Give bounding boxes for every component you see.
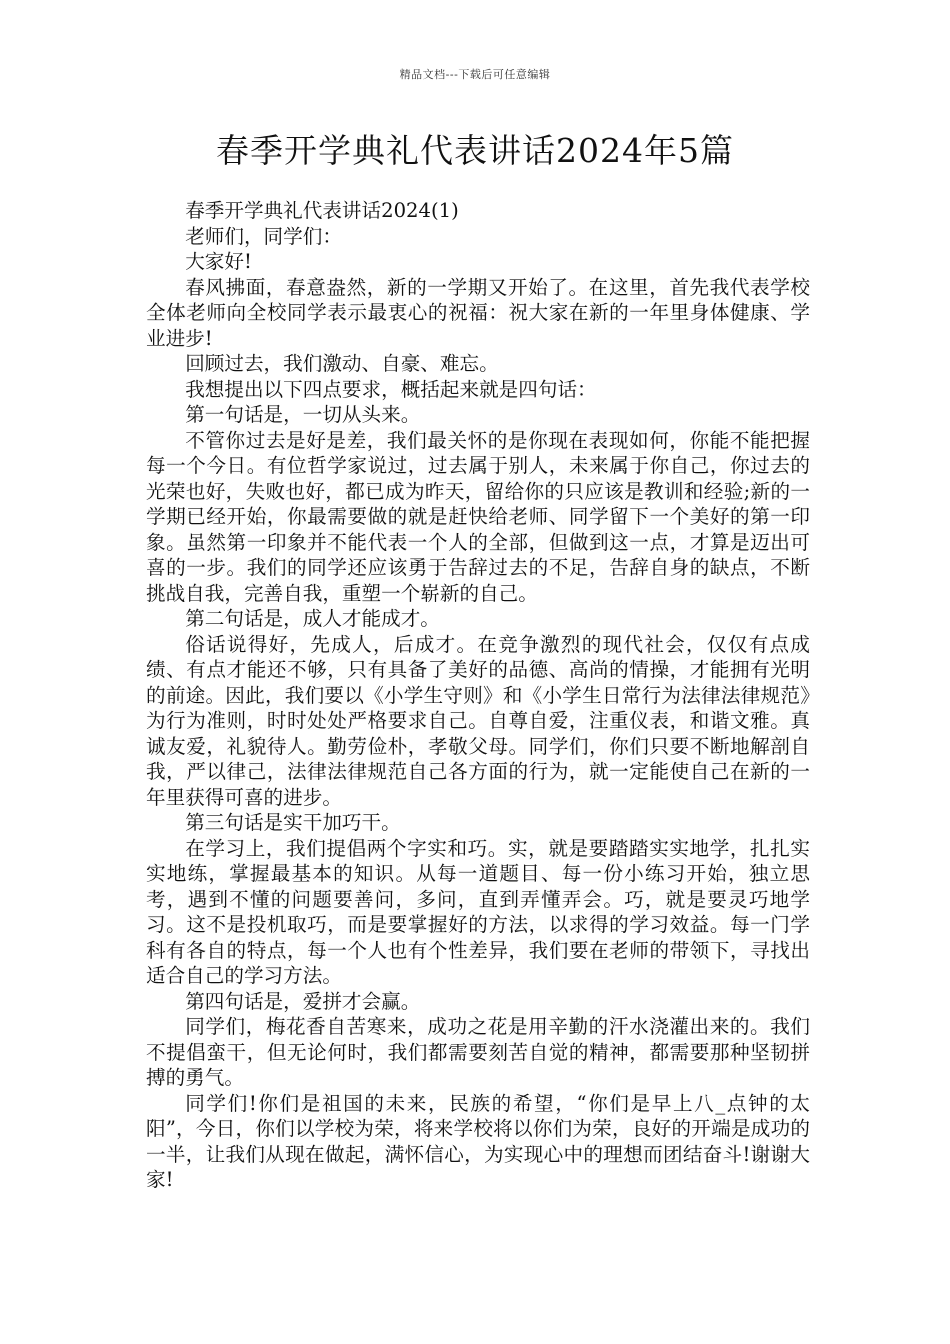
paragraph: 同学们，梅花香自苦寒来，成功之花是用辛勤的汗水浇灌出来的。我们不提倡蛮干，但无论何时，我们都需要刻苦自觉的精神，都需要那种坚韧拼搏的勇气。: [146, 1015, 810, 1089]
point-heading-2: 第二句话是，成人才能成才。: [185, 607, 440, 630]
speech-heading: 春季开学典礼代表讲话2024(1): [185, 199, 459, 222]
paragraph: 春风拂面，春意盎然，新的一学期又开始了。在这里，首先我代表学校全体老师向全校同学表示最衷心的祝福：祝大家在新的一年里身体健康、学业进步!: [146, 275, 810, 350]
point-heading-3: 第三句话是实干加巧干。: [185, 811, 401, 834]
document-title: 春季开学典礼代表讲话2024年5篇: [216, 131, 734, 170]
document-body: [146, 198, 810, 1193]
header-note: 精品文档---下载后可任意编辑: [399, 68, 551, 81]
paragraph: 不管你过去是好是差，我们最关怀的是你现在表现如何，你能不能把握每一个今日。有位哲学家说过，过去属于别人，未来属于你自己，你过去的光荣也好，失败也好，都已成为昨天，留给你的只应该是教训和经验;新的一学期已经开始，你最需要做的就是赶快给老师、同学留下一个美好的第一印象。虽然第一印象并不能代表一个人的全部，但做到这一点，才算是迈出可喜的一步。我们的同学还应该勇于告辞过去的不足，告辞自身的缺点，不断挑战自我，完善自我，重塑一个崭新的自己。: [146, 428, 810, 605]
paragraph: 俗话说得好，先成人，后成才。在竞争激烈的现代社会，仅仅有点成绩、有点才能还不够，只有具备了美好的品德、高尚的情操，才能拥有光明的前途。因此，我们要以《小学生守则》和《小学生日常行为法律法律规范》为行为准则，时时处处严格要求自己。自尊自爱，注重仪表，和谐文雅。真诚友爱，礼貌待人。勤劳俭朴，孝敬父母。同学们，你们只要不断地解剖自我，严以律己，法律法律规范自己各方面的行为，就一定能使自己在新的一年里获得可喜的进步。: [146, 632, 810, 809]
salutation: 老师们，同学们：: [185, 224, 342, 248]
point-heading-4: 第四句话是，爱拼才会赢。: [185, 989, 421, 1013]
paragraph: 回顾过去，我们激动、自豪、难忘。: [185, 352, 499, 375]
point-heading-1: 第一句话是，一切从头来。: [185, 403, 421, 426]
paragraph: 在学习上，我们提倡两个字实和巧。实，就是要踏踏实实地学，扎扎实实地练，掌握最基本的知识。从每一道题目、每一份小练习开始，独立思考，遇到不懂的问题要善问，多问，直到弄懂弄会。巧，就是要灵巧地学习。这不是投机取巧，而是要掌握好的方法，以求得的学习效益。每一门学科有各自的特点，每一个人也有个性差异，我们要在老师的带领下，寻找出适合自己的学习方法。: [146, 836, 810, 987]
paragraph: 我想提出以下四点要求，概括起来就是四句话：: [185, 377, 597, 401]
greeting: 大家好!: [185, 250, 252, 273]
closing-paragraph: 同学们!你们是祖国的未来，民族的希望，“你们是早上八_点钟的太阳”，今日，你们以学校为荣，将来学校将以你们为荣，良好的开端是成功的一半，让我们从现在做起，满怀信心，为实现心中的理想而团结奋斗!谢谢大家!: [146, 1091, 810, 1191]
